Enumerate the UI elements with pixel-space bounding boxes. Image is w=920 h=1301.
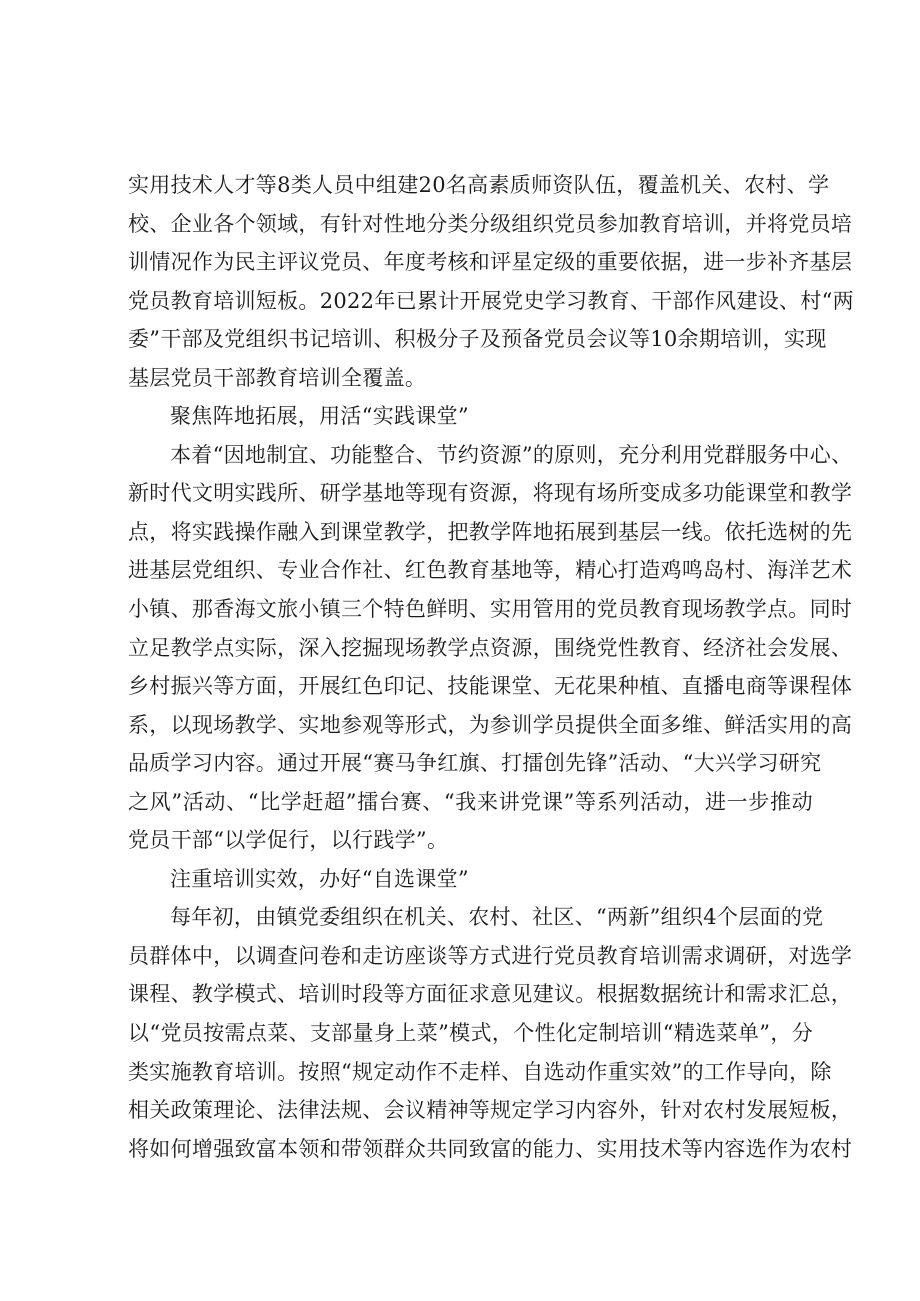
paragraph-line: 实用技术人才等8类人员中组建20名高素质师资队伍，覆盖机关、农村、学 xyxy=(128,173,830,197)
paragraph-line: 党员干部“以学促行，以行践学”。 xyxy=(128,828,449,853)
paragraph-line: 将如何增强致富本领和带领群众共同致富的能力、实用技术等内容选作为农村 xyxy=(128,1136,853,1161)
document-body xyxy=(128,166,854,1168)
paragraph-line: 党员教育培训短板。2022年已累计开展党史学习教育、干部作风建设、村“两 xyxy=(128,288,854,313)
paragraph-line: 立足教学点实际，深入挖掘现场教学点资源，围绕党性教育、经济社会发展、 xyxy=(128,635,853,660)
paragraph-line: 每年初，由镇党委组织在机关、农村、社区、“两新”组织4个层面的党 xyxy=(170,905,824,930)
paragraph-line: 新时代文明实践所、研学基地等现有资源，将现有场所变成多功能课堂和教学 xyxy=(128,481,853,506)
paragraph-line: 小镇、那香海文旅小镇三个特色鲜明、实用管用的党员教育现场教学点。同时 xyxy=(128,597,853,622)
section-heading: 聚焦阵地拓展，用活“实践课堂” xyxy=(170,404,469,429)
paragraph-line: 本着“因地制宜、功能整合、节约资源”的原则，充分利用党群服务中心、 xyxy=(170,442,853,467)
paragraph-line: 以“党员按需点菜、支部量身上菜”模式，个性化定制培训“精选菜单”，分 xyxy=(128,1021,813,1046)
paragraph-line: 之风”活动、“比学赶超”擂台赛、“我来讲党课”等系列活动，进一步推动 xyxy=(128,789,813,814)
paragraph-line: 员群体中，以调查问卷和走访座谈等方式进行党员教育培训需求调研，对选学 xyxy=(128,943,853,968)
paragraph-line: 委”干部及党组织书记培训、积极分子及预备党员会议等10余期培训，实现 xyxy=(128,327,827,352)
paragraph-line: 课程、教学模式、培训时段等方面征求意见建议。根据数据统计和需求汇总， xyxy=(128,982,853,1007)
paragraph-line: 进基层党组织、专业合作社、红色教育基地等，精心打造鸡鸣岛村、海洋艺术 xyxy=(128,558,853,583)
paragraph-line: 点，将实践操作融入到课堂教学，把教学阵地拓展到基层一线。依托选树的先 xyxy=(128,519,853,544)
paragraph-line: 基层党员干部教育培训全覆盖。 xyxy=(128,365,427,390)
paragraph-line: 训情况作为民主评议党员、年度考核和评星定级的重要依据，进一步补齐基层 xyxy=(128,250,853,275)
paragraph-line: 品质学习内容。通过开展“赛马争红旗、打擂创先锋”活动、“大兴学习研究 xyxy=(128,751,822,776)
paragraph-line: 相关政策理论、法律法规、会议精神等规定学习内容外，针对农村发展短板， xyxy=(128,1098,853,1123)
section-heading: 注重培训实效，办好“自选课堂” xyxy=(170,866,469,891)
paragraph-line: 乡村振兴等方面，开展红色印记、技能课堂、无花果种植、直播电商等课程体 xyxy=(128,674,853,699)
paragraph-line: 系，以现场教学、实地参观等形式，为参训学员提供全面多维、鲜活实用的高 xyxy=(128,712,853,737)
paragraph-line: 类实施教育培训。按照“规定动作不走样、自选动作重实效”的工作导向，除 xyxy=(128,1059,832,1084)
paragraph-line: 校、企业各个领域，有针对性地分类分级组织党员参加教育培训，并将党员培 xyxy=(128,211,853,236)
